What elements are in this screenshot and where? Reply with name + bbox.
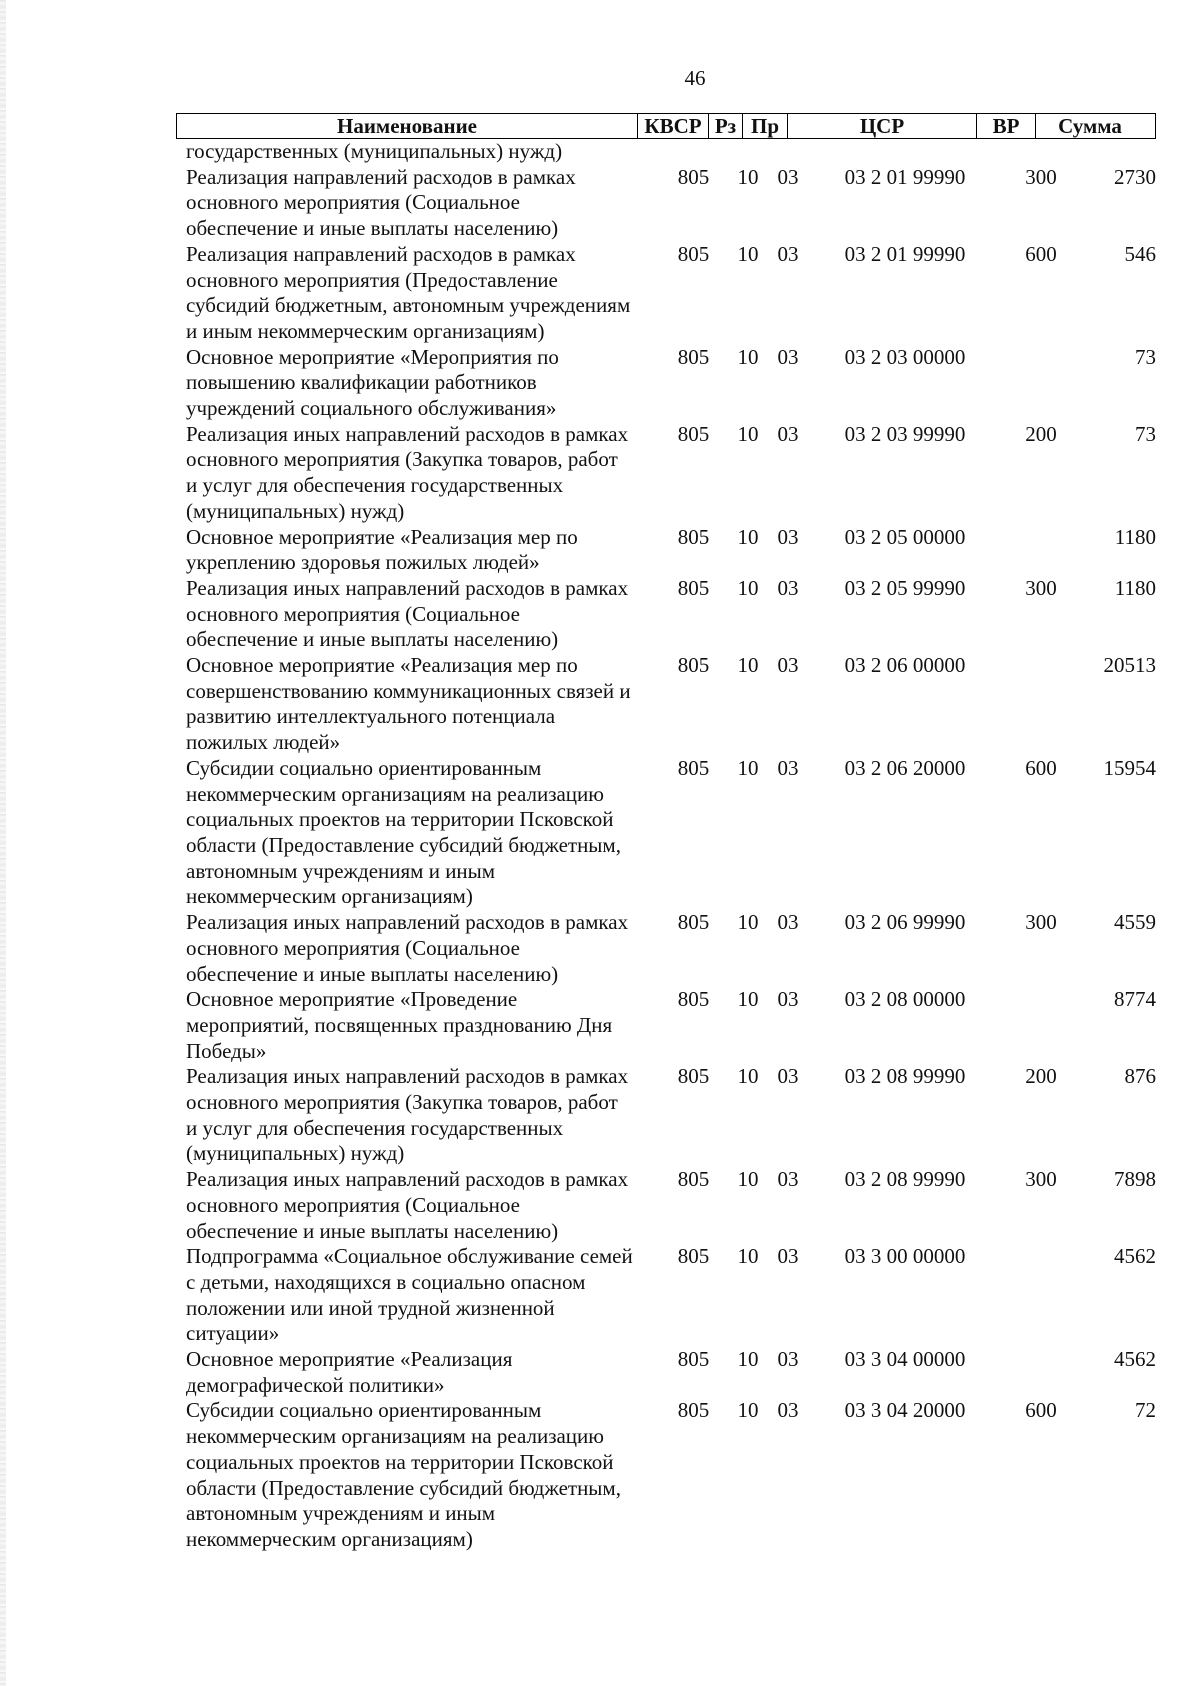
- cell-csr: 03 2 05 99990: [844, 575, 966, 600]
- cell-pr: 03: [777, 575, 799, 600]
- cell-sum: 7898: [1114, 1167, 1156, 1192]
- cell-rz: 10: [737, 1347, 759, 1372]
- cell-vr: 300: [1025, 164, 1057, 189]
- table-row: [176, 525, 1156, 576]
- table-row: [176, 242, 1156, 345]
- cell-sum: 15954: [1103, 755, 1156, 780]
- cell-kvsr: 805: [677, 987, 710, 1012]
- cell-kvsr: 805: [677, 421, 710, 446]
- cell-sum: 1180: [1114, 575, 1156, 600]
- header-kvsr: КВСР: [638, 114, 709, 138]
- cell-pr: 03: [777, 987, 799, 1012]
- cell-pr: 03: [777, 755, 799, 780]
- cell-kvsr: 805: [677, 1347, 710, 1372]
- cell-sum: 876: [1124, 1064, 1156, 1089]
- cell-pr: 03: [777, 241, 799, 266]
- budget-table: [176, 113, 1156, 1553]
- cell-vr: 200: [1025, 1064, 1057, 1089]
- cell-pr: 03: [777, 1244, 799, 1269]
- cell-rz: 10: [737, 1064, 759, 1089]
- cell-kvsr: 805: [677, 653, 710, 678]
- cell-rz: 10: [737, 164, 759, 189]
- cell-rz: 10: [737, 524, 759, 549]
- table-header: [176, 113, 1156, 139]
- cell-name: Основное мероприятие «Реализация мер по совершенствованию коммуникационных связей и развитию интеллектуального потенциала пожилых людей»: [186, 653, 631, 755]
- cell-csr: 03 2 03 00000: [844, 344, 966, 369]
- cell-rz: 10: [737, 1244, 759, 1269]
- cell-rz: 10: [737, 421, 759, 446]
- cell-vr: 300: [1025, 910, 1057, 935]
- cell-rz: 10: [737, 910, 759, 935]
- cell-csr: 03 3 00 00000: [844, 1244, 966, 1269]
- cell-pr: 03: [777, 421, 799, 446]
- cell-csr: 03 2 06 00000: [844, 653, 966, 678]
- cell-name: Реализация иных направлений расходов в рамках основного мероприятия (Социальное обеспечение и иные выплаты населению): [186, 910, 629, 986]
- table-row: [176, 987, 1156, 1064]
- cell-csr: 03 3 04 20000: [844, 1398, 966, 1423]
- cell-name: Реализация направлений расходов в рамках основного мероприятия (Социальное обеспечение и иные выплаты населению): [186, 164, 576, 241]
- table-row: [176, 1064, 1156, 1167]
- table-row: [176, 345, 1156, 422]
- cell-csr: 03 2 08 99990: [844, 1167, 966, 1192]
- cell-sum: 4562: [1114, 1347, 1156, 1372]
- cell-pr: 03: [777, 1064, 799, 1089]
- cell-kvsr: 805: [677, 910, 710, 935]
- header-rz: Рз: [709, 114, 743, 138]
- cell-kvsr: 805: [677, 524, 710, 549]
- table-row: [176, 422, 1156, 525]
- table-row: [176, 756, 1156, 910]
- cell-rz: 10: [737, 575, 759, 600]
- table-row: [176, 1167, 1156, 1244]
- cell-name: государственных (муниципальных) нужд): [186, 139, 563, 163]
- cell-kvsr: 805: [677, 164, 710, 189]
- cell-pr: 03: [777, 524, 799, 549]
- cell-pr: 03: [777, 344, 799, 369]
- cell-rz: 10: [737, 1398, 759, 1423]
- cell-rz: 10: [737, 987, 759, 1012]
- cell-vr: 200: [1025, 421, 1057, 446]
- cell-name: Основное мероприятие «Реализация мер по укреплению здоровья пожилых людей»: [186, 524, 578, 575]
- cell-name: Основное мероприятие «Мероприятия по повышению квалификации работников учреждений социального обслуживания»: [186, 344, 559, 421]
- cell-rz: 10: [737, 653, 759, 678]
- cell-kvsr: 805: [677, 1244, 710, 1269]
- cell-rz: 10: [737, 755, 759, 780]
- cell-name: Реализация иных направлений расходов в рамках основного мероприятия (Социальное обеспечение и иные выплаты населению): [186, 575, 629, 652]
- cell-vr: 300: [1025, 1167, 1057, 1192]
- cell-kvsr: 805: [677, 241, 710, 266]
- cell-csr: 03 2 06 99990: [844, 910, 966, 935]
- table-row: [176, 1398, 1156, 1552]
- cell-rz: 10: [737, 344, 759, 369]
- cell-vr: 600: [1025, 755, 1057, 780]
- scan-edge: [0, 0, 6, 1686]
- table-row: [176, 165, 1156, 242]
- cell-sum: 20513: [1103, 653, 1156, 678]
- cell-vr: 600: [1025, 241, 1057, 266]
- cell-kvsr: 805: [677, 1064, 710, 1089]
- cell-rz: 10: [737, 1167, 759, 1192]
- table-row: [176, 910, 1156, 987]
- header-name: Наименование: [177, 114, 638, 138]
- cell-csr: 03 2 01 99990: [844, 164, 966, 189]
- cell-csr: 03 3 04 00000: [844, 1347, 966, 1372]
- cell-sum: 8774: [1114, 987, 1156, 1012]
- cell-sum: 4559: [1114, 910, 1156, 935]
- cell-name: Реализация направлений расходов в рамках основного мероприятия (Предоставление субсидий бюджетным, автономным учреждениям и иным некоммерческим организациям): [186, 241, 631, 343]
- cell-name: Реализация иных направлений расходов в рамках основного мероприятия (Социальное обеспечение и иные выплаты населению): [186, 1167, 629, 1243]
- cell-rz: 10: [737, 241, 759, 266]
- header-vr: ВР: [977, 114, 1036, 138]
- page-number: 46: [684, 66, 706, 90]
- cell-pr: 03: [777, 1398, 799, 1423]
- cell-sum: 73: [1135, 344, 1156, 369]
- cell-name: Реализация иных направлений расходов в рамках основного мероприятия (Закупка товаров, работ и услуг для обеспечения государственных (муниципальных) нужд): [186, 1064, 629, 1166]
- cell-pr: 03: [777, 1347, 799, 1372]
- cell-kvsr: 805: [677, 755, 710, 780]
- cell-name: Основное мероприятие «Реализация демографической политики»: [186, 1347, 513, 1397]
- table-row: [176, 1347, 1156, 1398]
- cell-sum: 72: [1135, 1398, 1156, 1423]
- cell-kvsr: 805: [677, 575, 710, 600]
- cell-sum: 546: [1124, 241, 1156, 266]
- table-body: [176, 139, 1156, 1553]
- cell-kvsr: 805: [677, 1167, 710, 1192]
- table-row: [176, 1244, 1156, 1347]
- cell-pr: 03: [777, 910, 799, 935]
- cell-sum: 2730: [1114, 164, 1156, 189]
- cell-name: Субсидии социально ориентированным некоммерческим организациям на реализацию социальных проектов на территории Псковской области (Предоставление субсидий бюджетным, автономным учреждениям и иным некоммерческим организациям): [186, 1398, 621, 1551]
- cell-sum: 73: [1135, 421, 1156, 446]
- table-row: [176, 576, 1156, 653]
- header-pr: Пр: [743, 114, 788, 138]
- cell-sum: 1180: [1114, 524, 1156, 549]
- table-row: [176, 139, 1156, 165]
- header-sum: Сумма: [1058, 114, 1122, 138]
- cell-csr: 03 2 08 99990: [844, 1064, 966, 1089]
- cell-csr: 03 2 03 99990: [844, 421, 966, 446]
- cell-name: Реализация иных направлений расходов в рамках основного мероприятия (Закупка товаров, работ и услуг для обеспечения государственных (муниципальных) нужд): [186, 421, 629, 523]
- cell-csr: 03 2 06 20000: [844, 755, 966, 780]
- cell-vr: 600: [1025, 1398, 1057, 1423]
- cell-pr: 03: [777, 653, 799, 678]
- header-csr: ЦСР: [788, 114, 977, 138]
- cell-pr: 03: [777, 1167, 799, 1192]
- cell-sum: 4562: [1114, 1244, 1156, 1269]
- cell-name: Субсидии социально ориентированным некоммерческим организациям на реализацию социальных проектов на территории Псковской области (Предоставление субсидий бюджетным, автономным учреждениям и иным некоммерческим организациям): [186, 755, 621, 909]
- cell-name: Основное мероприятие «Проведение мероприятий, посвященных празднованию Дня Победы»: [186, 987, 613, 1063]
- cell-pr: 03: [777, 164, 799, 189]
- cell-csr: 03 2 08 00000: [844, 987, 966, 1012]
- cell-csr: 03 2 01 99990: [844, 241, 966, 266]
- cell-kvsr: 805: [677, 344, 710, 369]
- cell-name: Подпрограмма «Социальное обслуживание семей с детьми, находящихся в социально опасном положении или иной трудной жизненной ситуации»: [186, 1244, 633, 1346]
- cell-vr: 300: [1025, 575, 1057, 600]
- cell-csr: 03 2 05 00000: [844, 524, 966, 549]
- cell-kvsr: 805: [677, 1398, 710, 1423]
- table-row: [176, 653, 1156, 756]
